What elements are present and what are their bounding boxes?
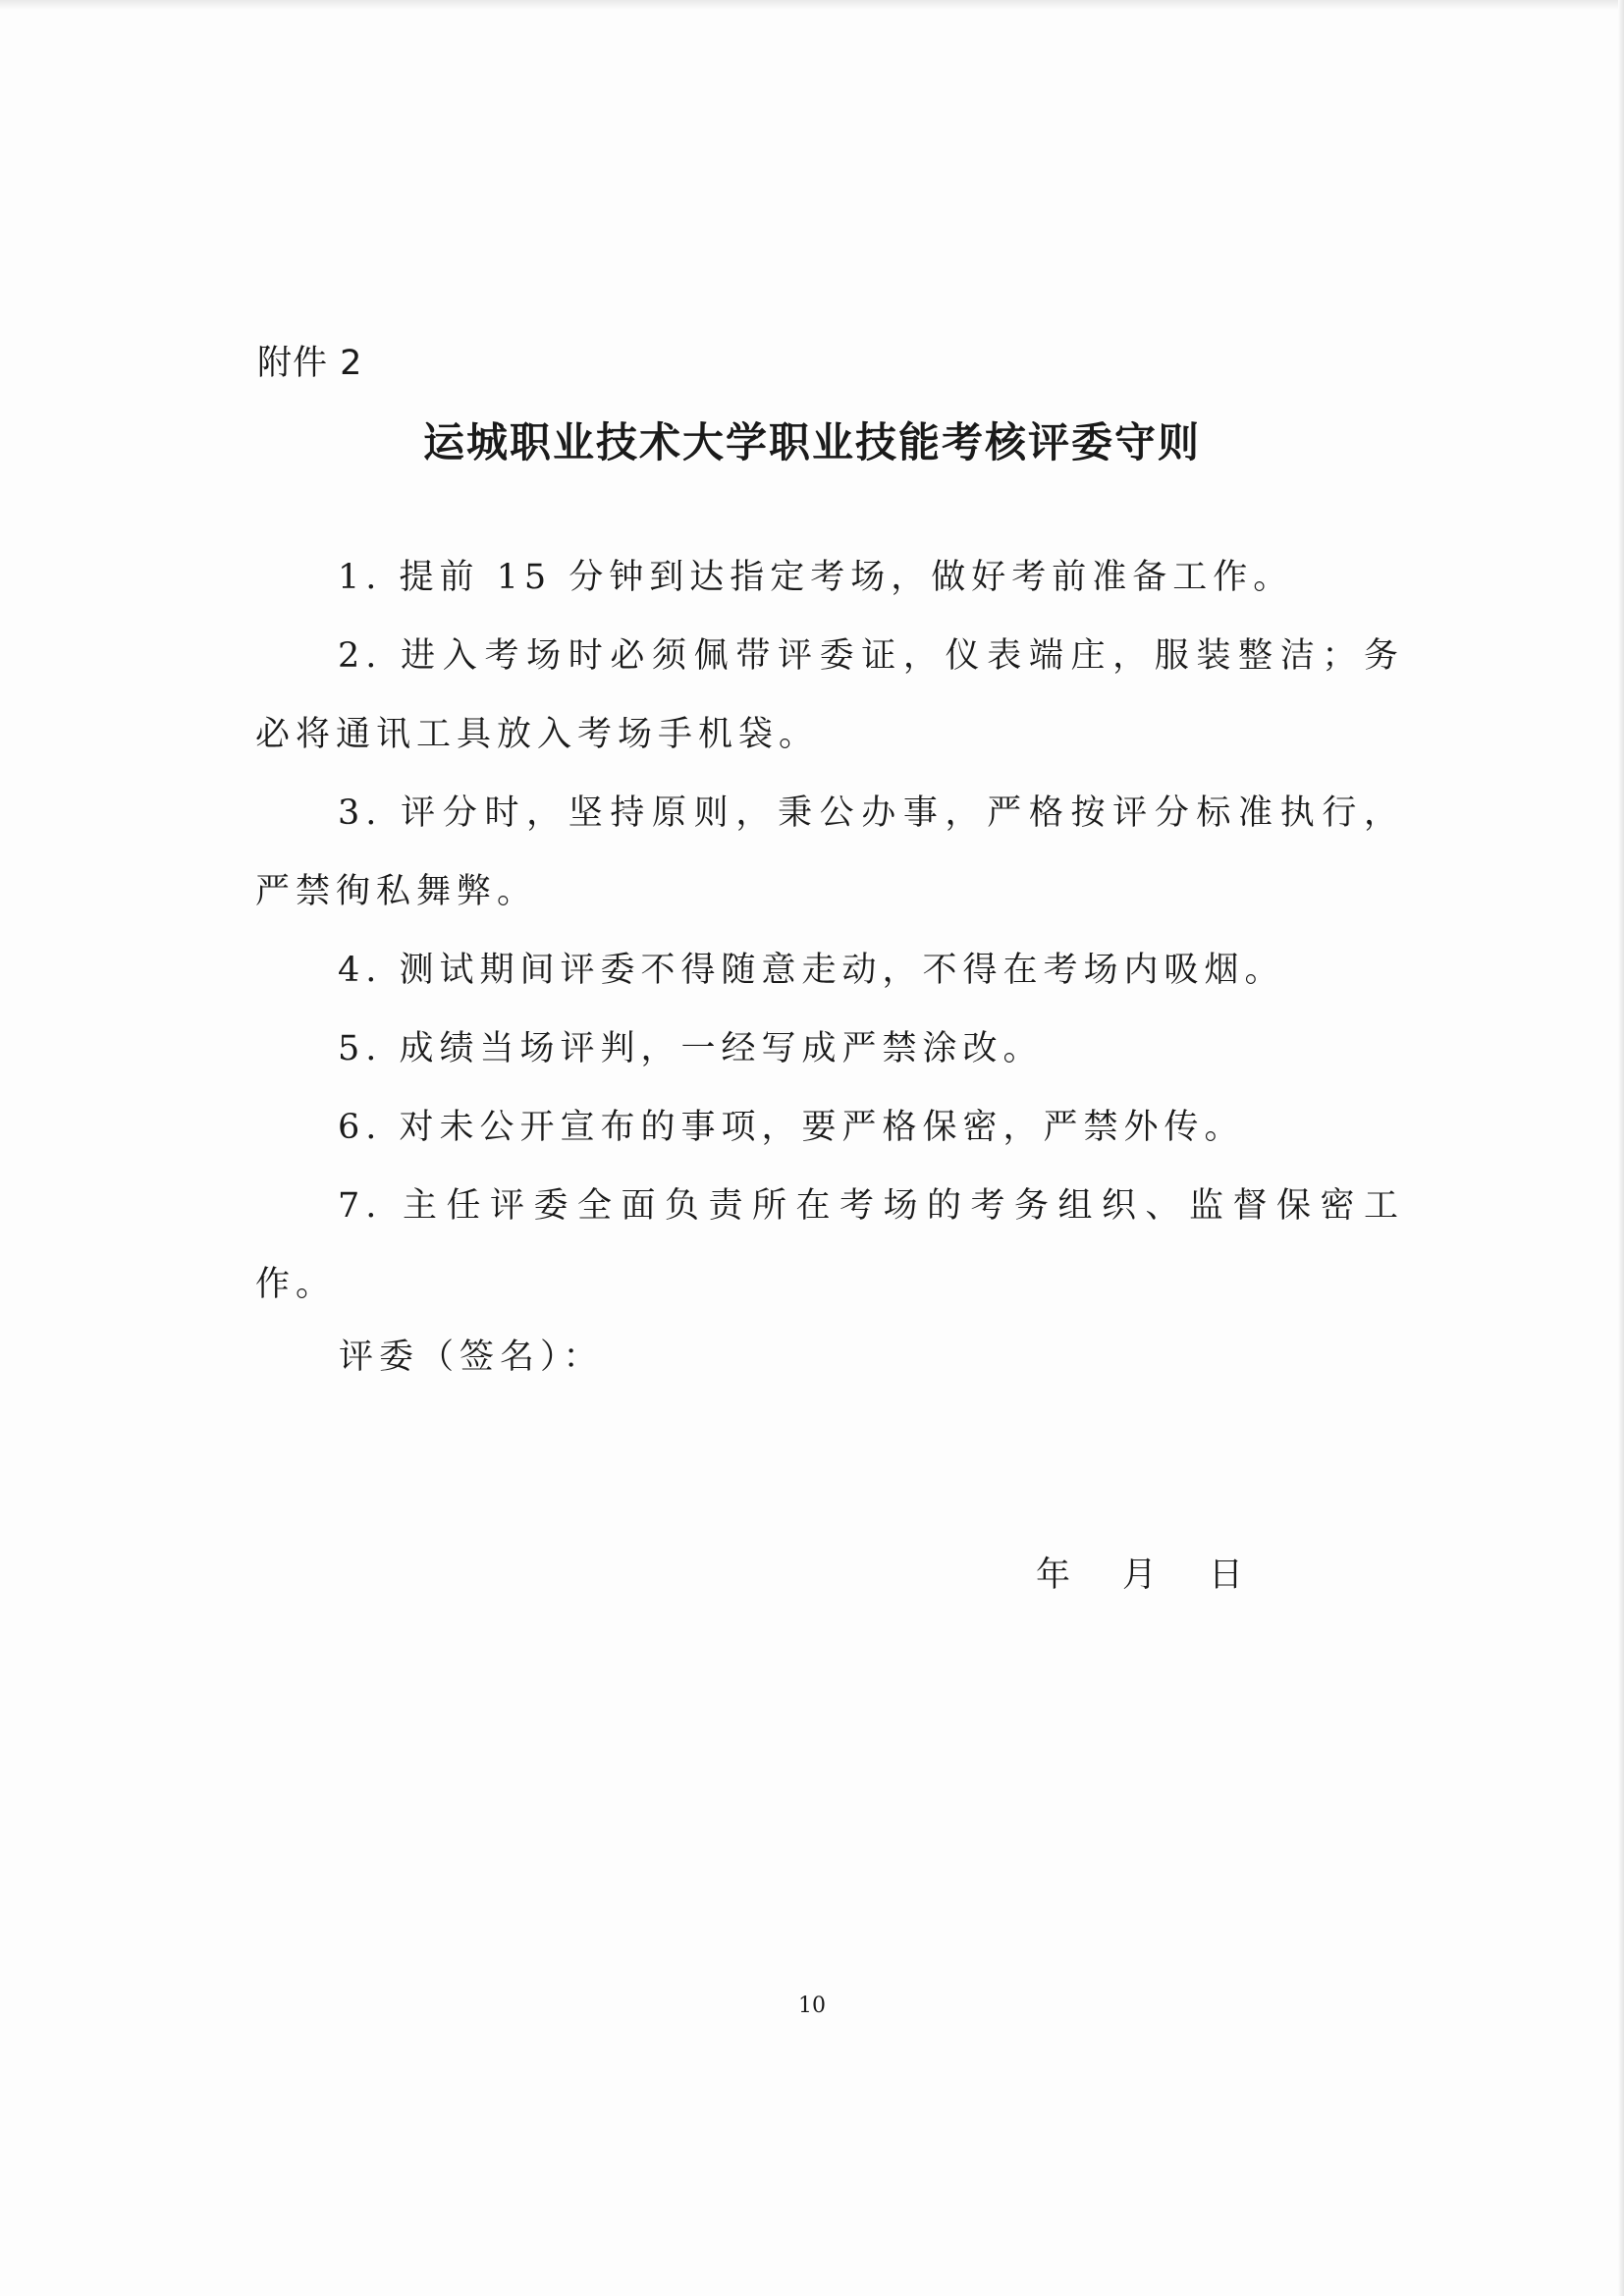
- date-day: 日: [1209, 1556, 1244, 1595]
- rule-item: 1. 提前 15 分钟到达指定考场，做好考前准备工作。: [338, 558, 1294, 597]
- date-month: 月: [1122, 1556, 1158, 1595]
- scan-edge-top: [0, 0, 1624, 10]
- rule-item: 6. 对未公开宣布的事项，要严格保密，严禁外传。: [338, 1108, 1245, 1147]
- attachment-label: 附件 2: [257, 344, 363, 383]
- rule-item: 3. 评分时，坚持原则，秉公办事，严格按评分标准执行，严禁徇私舞弊。: [255, 793, 1404, 911]
- page-number: 10: [798, 1994, 826, 2018]
- rule-item: 4. 测试期间评委不得随意走动，不得在考场内吸烟。: [338, 951, 1285, 990]
- rule-item: 5. 成绩当场评判，一经写成严禁涂改。: [338, 1029, 1044, 1068]
- document-title: 运城职业技术大学职业技能考核评委守则: [422, 418, 1201, 466]
- rule-item: 7. 主任评委全面负责所在考场的考务组织、监督保密工作。: [255, 1186, 1404, 1304]
- date-year: 年: [1036, 1556, 1071, 1595]
- scan-edge-right: [1618, 0, 1624, 2296]
- signature-label: 评委（签名）：: [339, 1338, 604, 1377]
- rules-list: [255, 538, 1404, 1324]
- rule-item: 2. 进入考场时必须佩带评委证，仪表端庄，服装整洁；务必将通讯工具放入考场手机袋。: [255, 636, 1404, 754]
- date-line: [1036, 1548, 1295, 1597]
